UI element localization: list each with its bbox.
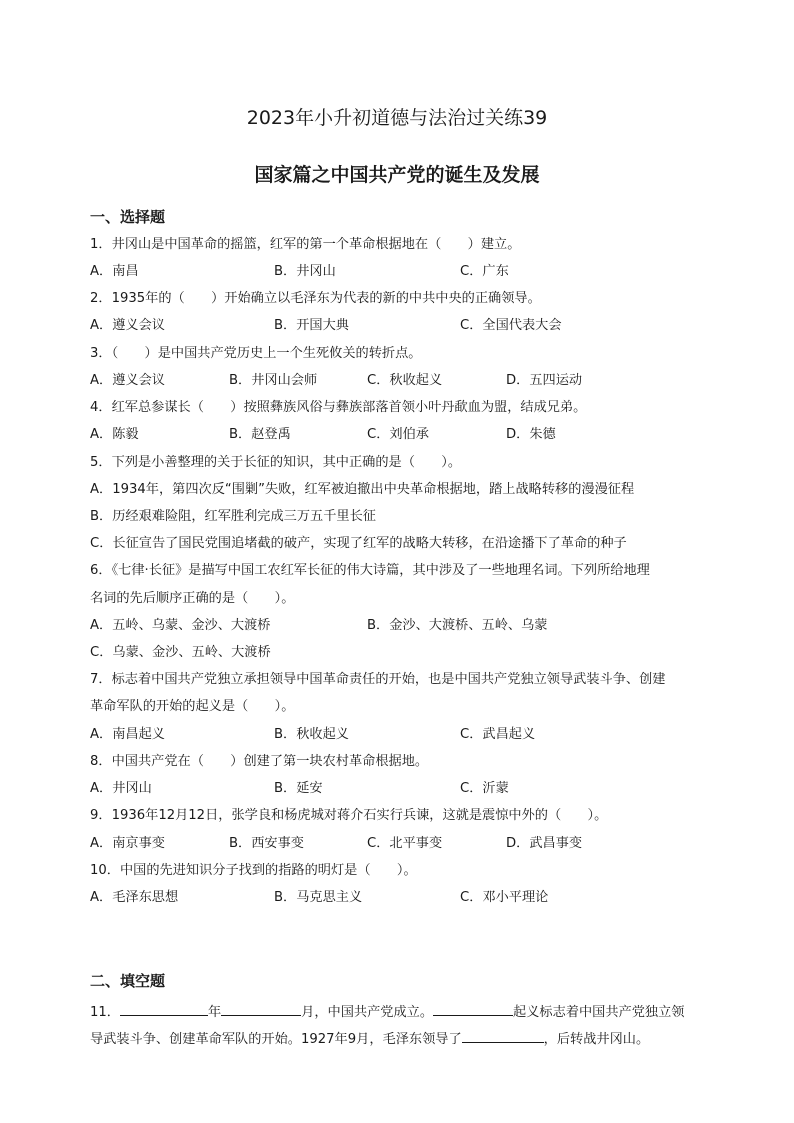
option-c: C．北平事变 [367,836,443,851]
answer-blank[interactable] [120,1001,208,1016]
option-b: B．金沙、大渡桥、五岭、乌蒙 [367,618,548,633]
question-stem: 2．1935年的（ ）开始确立以毛泽东为代表的新的中共中央的正确领导。 [90,291,541,306]
answer-blank[interactable] [433,1001,513,1016]
option-c: C．沂蒙 [460,781,509,796]
option-c: C．乌蒙、金沙、五岭、大渡桥 [90,645,271,660]
option-b: B．井冈山 [274,264,336,279]
option-c: C．邓小平理论 [460,890,549,905]
option-b: B．延安 [274,781,323,796]
fill-text: 起义标志着中国共产党独立领 [513,1005,685,1020]
question-stem: 1．井冈山是中国革命的摇篮，红军的第一个革命根据地在（ ）建立。 [90,237,521,252]
question-number: 11． [90,1005,120,1020]
question-stem-continued: 革命军队的开始的起义是（ ）。 [90,699,295,714]
fill-text: 年 [207,1005,222,1020]
fill-text: ，后转战井冈山。 [543,1032,650,1047]
option-d: D．朱德 [506,427,556,442]
option-a: A．陈毅 [90,427,139,442]
option-c: C．全国代表大会 [460,318,562,333]
answer-blank[interactable] [462,1028,544,1043]
option-c: C．秋收起义 [367,373,443,388]
option-a: A．遵义会议 [90,318,165,333]
option-a: A．南昌 [90,264,139,279]
option-a: A．南昌起义 [90,727,165,742]
page-title: 2023年小升初道德与法治过关练39 [246,107,548,129]
question-stem: 5．下列是小善整理的关于长征的知识，其中正确的是（ ）。 [90,455,462,470]
option-a: A．五岭、乌蒙、金沙、大渡桥 [90,618,271,633]
option-b: B．秋收起义 [274,727,349,742]
question-stem: 6．《七律·长征》是描写中国工农红军长征的伟大诗篇，其中涉及了一些地理名词。下列所给地理 [90,563,650,578]
option-d: D．武昌事变 [506,836,583,851]
fill-question-line [90,1028,649,1049]
option-b: B．历经艰难险阻，红军胜利完成三万五千里长征 [90,509,376,524]
option-c: C．长征宣告了国民党围追堵截的破产，实现了红军的战略大转移，在沿途播下了革命的种子 [90,536,627,551]
option-c: C．广东 [460,264,509,279]
option-a: A．南京事变 [90,836,165,851]
option-c: C．刘伯承 [367,427,429,442]
fill-text: 导武装斗争、创建革命军队的开始。1927年9月，毛泽东领导了 [90,1032,462,1047]
question-stem: 3．（ ）是中国共产党历史上一个生死攸关的转折点。 [90,346,422,361]
question-stem: 7．标志着中国共产党独立承担领导中国革命责任的开始，也是中国共产党独立领导武装斗争、创建 [90,672,666,687]
option-c: C．武昌起义 [460,727,536,742]
section-heading-fill: 二、填空题 [90,972,166,990]
question-stem-continued: 名词的先后顺序正确的是（ ）。 [90,591,295,606]
answer-blank[interactable] [221,1001,301,1016]
fill-text: 月，中国共产党成立。 [301,1005,434,1020]
question-stem: 4．红军总参谋长（ ）按照彝族风俗与彝族部落首领小叶丹歃血为盟，结成兄弟。 [90,400,587,415]
question-stem: 10．中国的先进知识分子找到的指路的明灯是（ ）。 [90,863,417,878]
option-d: D．五四运动 [506,373,583,388]
option-a: A．1934年，第四次反“围剿”失败，红军被迫撤出中央革命根据地，踏上战略转移的漫漫征程 [90,482,635,497]
option-a: A．遵义会议 [90,373,165,388]
fill-question-line [90,1001,684,1022]
option-b: B．西安事变 [229,836,304,851]
option-b: B．赵登禹 [229,427,291,442]
option-a: A．井冈山 [90,781,152,796]
section-heading-choice: 一、选择题 [90,208,166,226]
option-b: B．开国大典 [274,318,349,333]
option-a: A．毛泽东思想 [90,890,179,905]
question-stem: 8．中国共产党在（ ）创建了第一块农村革命根据地。 [90,754,429,769]
page-subtitle: 国家篇之中国共产党的诞生及发展 [254,164,540,186]
option-b: B．马克思主义 [274,890,363,905]
question-stem: 9．1936年12月12日，张学良和杨虎城对蒋介石实行兵谏，这就是震惊中外的（ ）。 [90,808,608,823]
option-b: B．井冈山会师 [229,373,318,388]
